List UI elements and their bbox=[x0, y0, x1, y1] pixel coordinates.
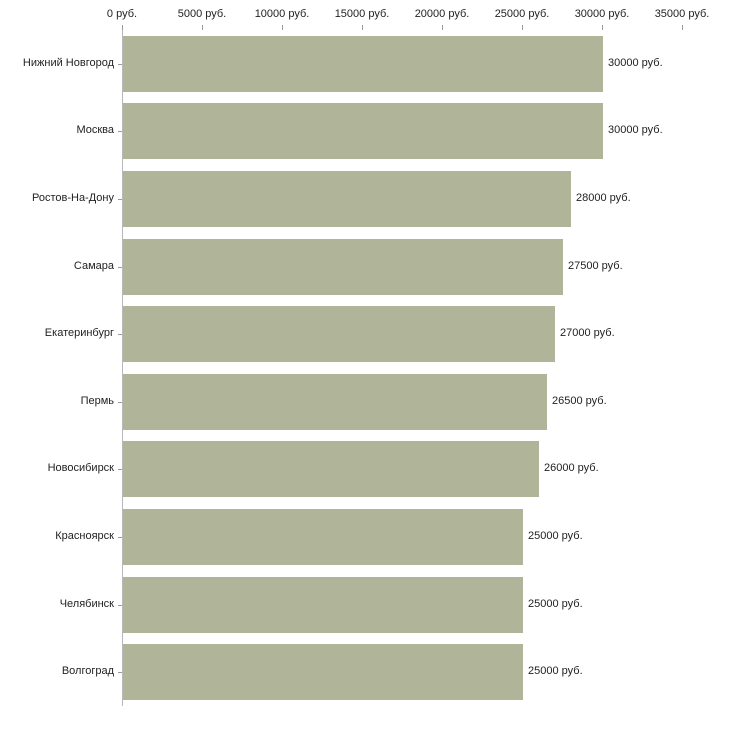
y-axis-tick-mark bbox=[118, 672, 122, 673]
y-axis-tick-mark bbox=[118, 334, 122, 335]
bar-value-label: 30000 руб. bbox=[608, 56, 663, 69]
bar[interactable] bbox=[123, 171, 571, 227]
y-axis-tick-mark bbox=[118, 402, 122, 403]
y-axis-category-label: Екатеринбург bbox=[44, 327, 114, 340]
y-axis-tick-mark bbox=[118, 199, 122, 200]
bar[interactable] bbox=[123, 36, 603, 92]
bar[interactable] bbox=[123, 644, 523, 700]
bar-value-label: 28000 руб. bbox=[576, 192, 631, 204]
bar[interactable] bbox=[123, 306, 555, 362]
x-axis-tick-label: 0 руб. bbox=[106, 8, 138, 20]
bar-value-label: 26000 руб. bbox=[544, 462, 599, 475]
y-axis-tick-mark bbox=[118, 267, 122, 268]
y-axis-category-label: Новосибирск bbox=[47, 462, 114, 475]
bar[interactable] bbox=[123, 441, 539, 497]
y-axis-category-label: Пермь bbox=[80, 394, 114, 407]
y-axis-category-label: Красноярск bbox=[55, 530, 114, 542]
y-axis-tick-mark bbox=[118, 64, 122, 65]
bar-value-label: 26500 руб. bbox=[552, 394, 607, 407]
bar-value-label: 25000 руб. bbox=[528, 665, 583, 678]
bar-value-label: 25000 руб. bbox=[528, 530, 583, 542]
bar-value-label: 25000 руб. bbox=[528, 597, 583, 610]
y-axis-tick-mark bbox=[118, 131, 122, 132]
bar-value-label: 30000 руб. bbox=[608, 124, 663, 137]
x-axis-tick-label: 5000 руб. bbox=[177, 8, 227, 20]
x-axis-tick-label: 30000 руб. bbox=[574, 8, 630, 20]
bar-value-label: 27500 руб. bbox=[568, 259, 623, 272]
bar[interactable] bbox=[123, 577, 523, 633]
bar[interactable] bbox=[123, 374, 547, 430]
x-axis-top bbox=[106, 0, 710, 30]
y-axis-category-label: Самара bbox=[73, 259, 114, 272]
x-axis-tick-label: 15000 руб. bbox=[334, 8, 390, 20]
x-axis-tick-label: 35000 руб. bbox=[654, 8, 710, 20]
y-axis-category-label: Челябинск bbox=[59, 597, 114, 610]
bar-value-label: 27000 руб. bbox=[560, 327, 615, 340]
y-axis-category-label: Нижний Новгород bbox=[22, 56, 114, 69]
bar[interactable] bbox=[123, 239, 563, 295]
y-axis-category-label: Москва bbox=[76, 124, 114, 137]
y-axis-tick-mark bbox=[118, 605, 122, 606]
x-axis-tick-label: 25000 руб. bbox=[494, 8, 550, 20]
bar[interactable] bbox=[123, 509, 523, 565]
y-axis-category-label: Ростов-На-Дону bbox=[31, 192, 114, 204]
x-axis-tick-label: 10000 руб. bbox=[254, 8, 310, 20]
bar[interactable] bbox=[123, 103, 603, 159]
x-axis-tick-mark bbox=[682, 25, 683, 30]
y-axis-tick-mark bbox=[118, 537, 122, 538]
x-axis-tick-label: 20000 руб. bbox=[414, 8, 470, 20]
y-axis-tick-mark bbox=[118, 469, 122, 470]
y-axis-category-label: Волгоград bbox=[61, 665, 114, 678]
